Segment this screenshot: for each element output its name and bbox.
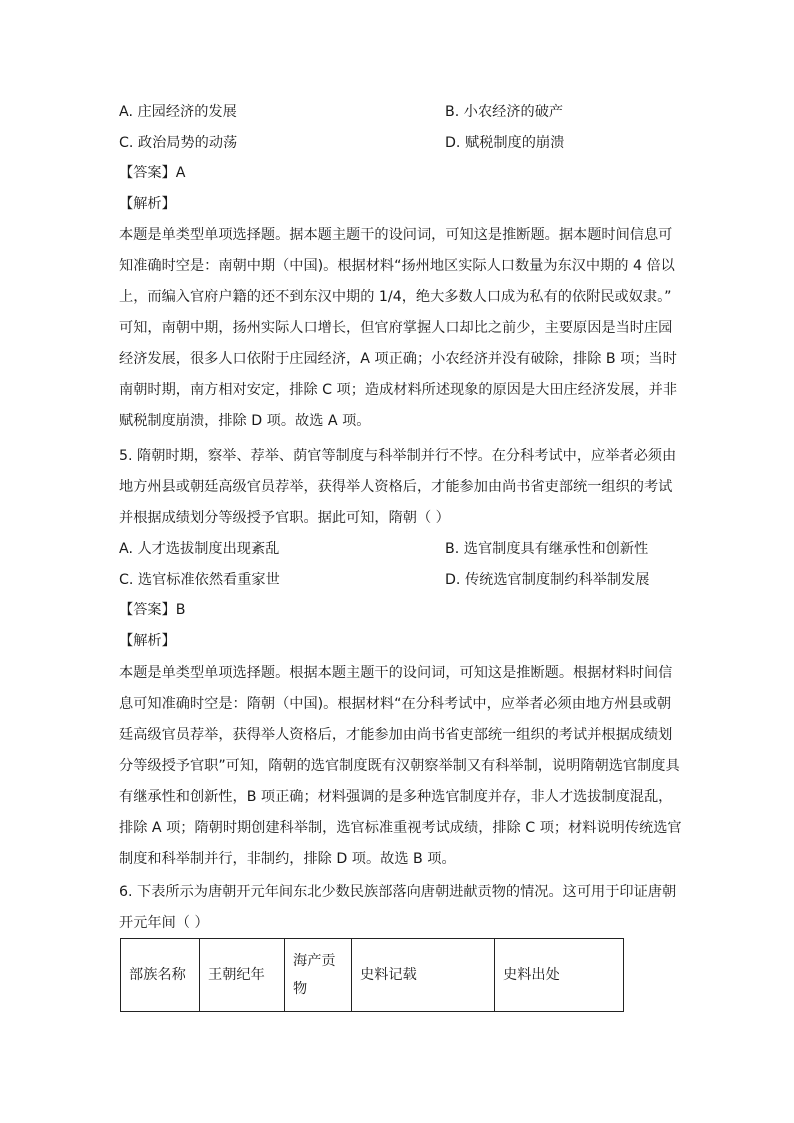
- q5-analysis-label: 【解析】: [119, 633, 176, 649]
- q4-analysis-line: 南朝时期，南方相对安定，排除 C 项；造成材料所述现象的原因是大田庄经济发展，并非: [119, 382, 678, 398]
- q5-analysis-line: 本题是单类型单项选择题。根据本题主题干的设问词，可知这是推断题。根据材料时间信: [119, 665, 673, 681]
- q4-analysis-line: 知准确时空是：南朝中期（中国)。根据材料“扬州地区实际人口数量为东汉中期的 4 倍以: [119, 258, 675, 274]
- q4-answer: 【答案】A: [119, 165, 186, 181]
- q5-stem-line: 5. 隋朝时期，察举、荐举、荫官等制度与科举制并行不悖。在分科考试中，应举者必须由: [119, 448, 677, 464]
- q5-option-a[interactable]: A. 人才选拔制度出现紊乱: [119, 541, 280, 557]
- q4-analysis-label: 【解析】: [119, 196, 176, 212]
- q4-option-c[interactable]: C. 政治局势的动荡: [119, 135, 238, 151]
- q6-stem-line: 开元年间（ ）: [119, 915, 209, 931]
- q6-stem-line: 6. 下表所示为唐朝开元年间东北少数民族部落向唐朝进献贡物的情况。这可用于印证唐朝: [119, 884, 677, 900]
- q5-analysis-line: 制度和科举制并行，非制约，排除 D 项。故选 B 项。: [119, 851, 456, 867]
- q5-option-d[interactable]: D. 传统选官制度制约科举制发展: [445, 572, 650, 588]
- q5-analysis-line: 廷高级官员荐举，获得举人资格后，才能参加由尚书省吏部统一组织的考试并根据成绩划: [119, 727, 673, 743]
- q5-stem-line: 并根据成绩划分等级授予官职。据此可知，隋朝（ ）: [119, 510, 450, 526]
- q4-analysis-line: 赋税制度崩溃，排除 D 项。故选 A 项。: [119, 413, 371, 429]
- tribute-table: [120, 938, 624, 1012]
- table-header-cell: 史料出处: [495, 939, 624, 1012]
- table-header-cell: 海产贡物: [285, 939, 352, 1012]
- q4-analysis-line: 本题是单类型单项选择题。据本题主题干的设问词，可知这是推断题。据本题时间信息可: [119, 227, 673, 243]
- q4-option-a[interactable]: A. 庄园经济的发展: [119, 104, 237, 120]
- q5-analysis-line: 排除 A 项；隋朝时期创建科举制，选官标准重视考试成绩，排除 C 项；材料说明传统选官: [119, 820, 682, 836]
- q5-stem-line: 地方州县或朝廷高级官员荐举，获得举人资格后，才能参加由尚书省吏部统一组织的考试: [119, 479, 673, 495]
- table-header-cell: 部族名称: [121, 939, 200, 1012]
- q5-option-b[interactable]: B. 选官制度具有继承性和创新性: [445, 541, 649, 557]
- q5-analysis-line: 有继承性和创新性，B 项正确；材料强调的是多种选官制度并存，非人才选拔制度混乱，: [119, 789, 673, 805]
- q4-analysis-line: 经济发展，很多人口依附于庄园经济，A 项正确；小农经济并没有破除，排除 B 项；当时: [119, 351, 677, 367]
- q5-analysis-line: 息可知准确时空是：隋朝（中国)。根据材料“在分科考试中，应举者必须由地方州县或朝: [119, 696, 672, 712]
- q5-analysis-line: 分等级授予官职”可知，隋朝的选官制度既有汉朝察举制又有科举制，说明隋朝选官制度具: [119, 758, 680, 774]
- q4-analysis-line: 上，而编入官府户籍的还不到东汉中期的 1/4，绝大多数人口成为私有的依附民或奴隶。”: [119, 289, 672, 305]
- q4-analysis-line: 可知，南朝中期，扬州实际人口增长，但官府掌握人口却比之前少，主要原因是当时庄园: [119, 320, 673, 336]
- q5-answer: 【答案】B: [119, 602, 186, 618]
- q4-option-b[interactable]: B. 小农经济的破产: [445, 104, 564, 120]
- table-header-row: [121, 939, 624, 1012]
- q5-option-c[interactable]: C. 选官标准依然看重家世: [119, 572, 280, 588]
- q4-option-d[interactable]: D. 赋税制度的崩溃: [445, 135, 565, 151]
- table-header-cell: 史料记载: [352, 939, 495, 1012]
- table-header-cell: 王朝纪年: [200, 939, 285, 1012]
